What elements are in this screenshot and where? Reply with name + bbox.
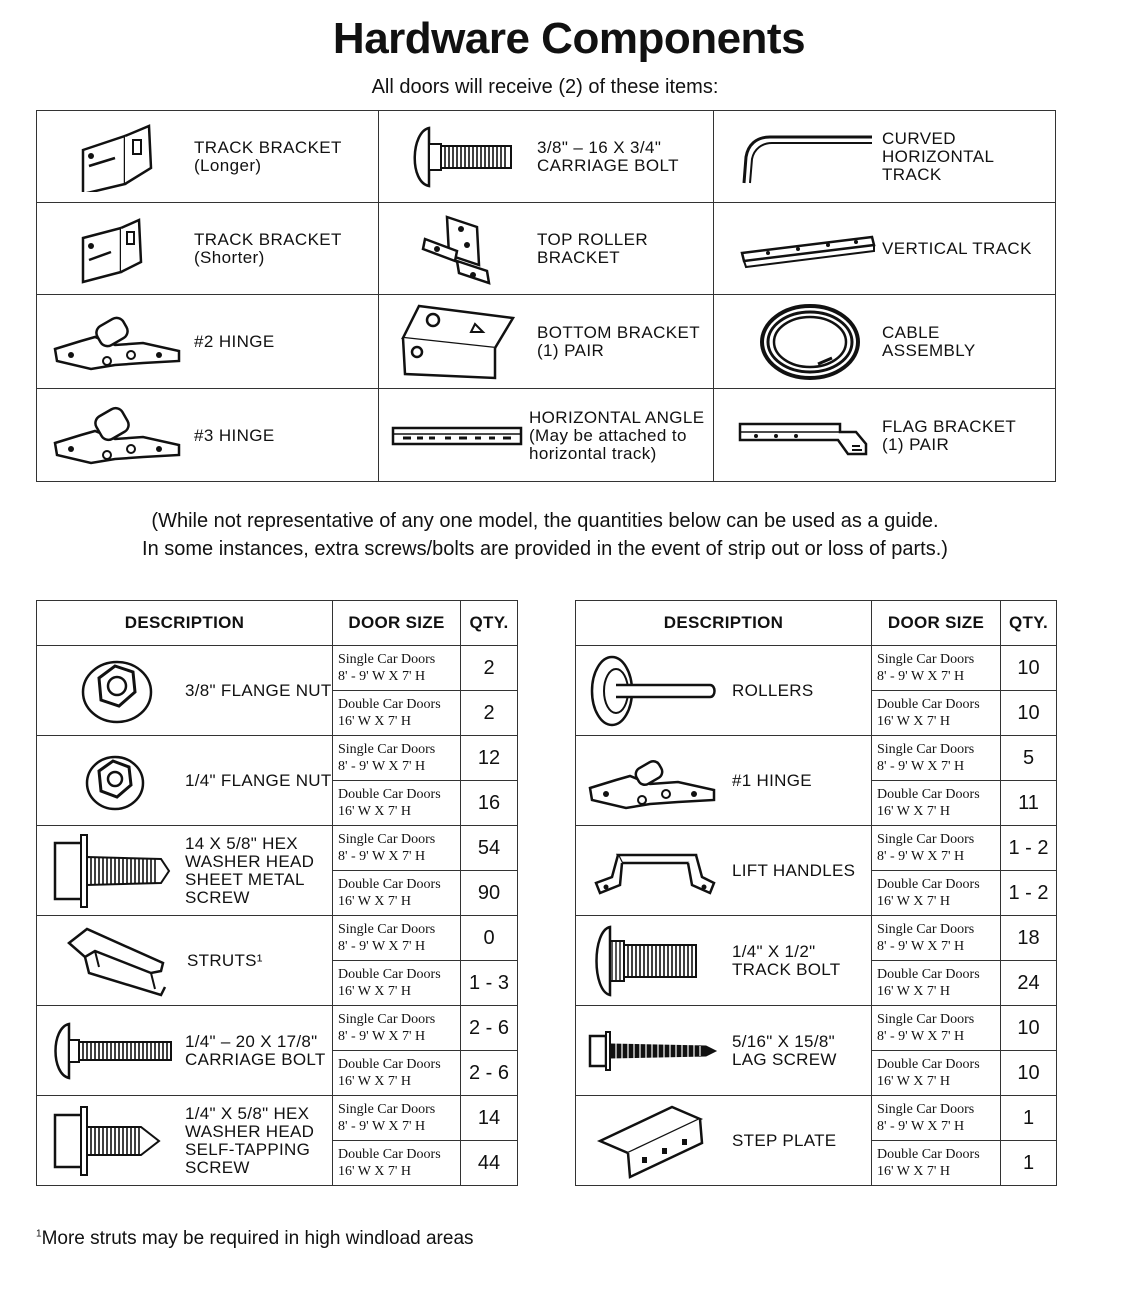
horizontal-angle-icon: [389, 420, 525, 452]
component-label: TRACK BRACKET (Shorter): [194, 229, 342, 267]
component-label: TOP ROLLER BRACKET: [537, 229, 649, 267]
qty-single: 10: [1001, 646, 1057, 691]
item-description: [576, 1006, 872, 1096]
door-size-double: Double Car Doors 16' W X 7' H: [333, 961, 461, 1006]
item-description: [576, 736, 872, 826]
table-row: [576, 736, 1057, 781]
qty-double: 1 - 3: [461, 961, 518, 1006]
flange-nut-icon: [77, 656, 153, 726]
table-row: [576, 826, 1057, 871]
qty-double: 90: [461, 871, 518, 916]
door-size-single: Single Car Doors 8' - 9' W X 7' H: [333, 646, 461, 691]
carriage-bolt-icon: [49, 1020, 175, 1082]
left-quantity-table: [36, 600, 518, 1186]
component-label: VERTICAL TRACK: [882, 238, 1032, 258]
door-size-double: Double Car Doors 16' W X 7' H: [872, 691, 1001, 736]
qty-double: 44: [461, 1141, 518, 1186]
qty-double: 16: [461, 781, 518, 826]
footnote-text: More struts may be required in high windload areas: [41, 1228, 474, 1249]
door-size-single: Single Car Doors 8' - 9' W X 7' H: [333, 1006, 461, 1051]
page-title: Hardware Components: [332, 14, 806, 63]
table-row: [576, 1096, 1057, 1141]
top-roller-bracket-icon: [417, 209, 507, 289]
component-label: CABLE ASSEMBLY: [882, 322, 976, 360]
header-qty: QTY.: [1001, 601, 1057, 646]
component-label: 3/8" – 16 X 3/4" CARRIAGE BOLT: [537, 137, 679, 175]
header-door-size: DOOR SIZE: [333, 601, 461, 646]
qty-single: 18: [1001, 916, 1057, 961]
qty-double: 2 - 6: [461, 1051, 518, 1096]
flag-bracket-icon: [736, 414, 870, 458]
item-description: [576, 646, 872, 736]
lift-handle-icon: [592, 843, 718, 899]
door-size-single: Single Car Doors 8' - 9' W X 7' H: [333, 736, 461, 781]
component-label: TRACK BRACKET (Longer): [194, 137, 342, 175]
component-cell: [714, 111, 1057, 202]
item-label: 1/4" X 1/2" TRACK BOLT: [732, 941, 841, 979]
item-label: 1/4" – 20 X 17/8" CARRIAGE BOLT: [185, 1031, 326, 1069]
footnote: [36, 1228, 474, 1250]
item-description: [576, 1096, 872, 1186]
component-cell: [37, 203, 378, 294]
door-size-single: Single Car Doors 8' - 9' W X 7' H: [872, 646, 1001, 691]
cable-icon: [758, 302, 862, 382]
hex-screw-icon: [51, 831, 173, 911]
component-cell: [379, 203, 713, 294]
table-row: [37, 916, 518, 961]
item-description: [576, 826, 872, 916]
component-cell: [714, 203, 1057, 294]
component-cell: [37, 295, 378, 388]
qty-single: 2 - 6: [461, 1006, 518, 1051]
door-size-single: Single Car Doors 8' - 9' W X 7' H: [872, 916, 1001, 961]
door-size-single: Single Car Doors 8' - 9' W X 7' H: [333, 916, 461, 961]
qty-double: 2: [461, 691, 518, 736]
qty-double: 10: [1001, 691, 1057, 736]
door-size-double: Double Car Doors 16' W X 7' H: [872, 871, 1001, 916]
item-description: [576, 916, 872, 1006]
guide-note-line1: (While not representative of any one model, the quantities below can be used as a guide.: [151, 510, 939, 532]
curved-track-icon: [736, 127, 876, 187]
door-size-double: Double Car Doors 16' W X 7' H: [333, 1141, 461, 1186]
components-grid: [36, 110, 1056, 482]
door-size-double: Double Car Doors 16' W X 7' H: [872, 1051, 1001, 1096]
item-label: STEP PLATE: [732, 1130, 837, 1150]
item-label: 1/4" FLANGE NUT: [185, 770, 332, 790]
item-label: STRUTS¹: [187, 950, 263, 970]
door-size-single: Single Car Doors 8' - 9' W X 7' H: [872, 1006, 1001, 1051]
track-bolt-icon: [590, 923, 702, 999]
bottom-bracket-icon: [391, 302, 517, 382]
item-label: 1/4" X 5/8" HEX WASHER HEAD SELF-TAPPING SCREW: [185, 1103, 315, 1177]
footnote-mark: 1: [36, 1228, 42, 1240]
item-label: 5/16" X 15/8" LAG SCREW: [732, 1031, 837, 1069]
qty-double: 11: [1001, 781, 1057, 826]
header-description: DESCRIPTION: [37, 601, 333, 646]
lag-screw-icon: [586, 1026, 718, 1076]
qty-single: 14: [461, 1096, 518, 1141]
page-subtitle: All doors will receive (2) of these items:: [371, 76, 719, 98]
qty-single: 5: [1001, 736, 1057, 781]
right-quantity-table: [575, 600, 1057, 1186]
track-bracket-longer-icon: [77, 122, 157, 192]
hinge-icon: [586, 746, 720, 816]
door-size-single: Single Car Doors 8' - 9' W X 7' H: [333, 826, 461, 871]
roller-icon: [586, 653, 718, 729]
qty-single: 2: [461, 646, 518, 691]
qty-double: 1 - 2: [1001, 871, 1057, 916]
guide-note-line2: In some instances, extra screws/bolts are provided in the event of strip out or loss of parts.): [142, 538, 948, 560]
component-label: #2 HINGE: [194, 331, 275, 351]
component-label: HORIZONTAL ANGLE (May be attached to horizontal track): [529, 408, 705, 463]
qty-double: 24: [1001, 961, 1057, 1006]
door-size-double: Double Car Doors 16' W X 7' H: [872, 1141, 1001, 1186]
component-cell: [714, 389, 1057, 483]
self-tapping-screw-icon: [51, 1103, 163, 1179]
door-size-double: Double Car Doors 16' W X 7' H: [872, 961, 1001, 1006]
table-row: [37, 826, 518, 871]
qty-double: 1: [1001, 1141, 1057, 1186]
door-size-double: Double Car Doors 16' W X 7' H: [872, 781, 1001, 826]
qty-single: 10: [1001, 1006, 1057, 1051]
item-label: 14 X 5/8" HEX WASHER HEAD SHEET METAL SCREW: [185, 833, 315, 907]
header-description: DESCRIPTION: [576, 601, 872, 646]
qty-double: 10: [1001, 1051, 1057, 1096]
door-size-double: Double Car Doors 16' W X 7' H: [333, 781, 461, 826]
component-cell: [379, 295, 713, 388]
qty-single: 1 - 2: [1001, 826, 1057, 871]
door-size-double: Double Car Doors 16' W X 7' H: [333, 871, 461, 916]
item-description: [37, 1006, 333, 1096]
component-label: BOTTOM BRACKET (1) PAIR: [537, 322, 701, 360]
item-label: LIFT HANDLES: [732, 860, 856, 880]
carriage-bolt-icon: [407, 122, 519, 192]
door-size-single: Single Car Doors 8' - 9' W X 7' H: [872, 826, 1001, 871]
component-cell: [37, 111, 378, 202]
strut-icon: [65, 923, 171, 999]
door-size-double: Double Car Doors 16' W X 7' H: [333, 691, 461, 736]
component-cell: [714, 295, 1057, 388]
table-row: [37, 1096, 518, 1141]
hinge-icon: [51, 307, 185, 377]
component-cell: [379, 111, 713, 202]
door-size-double: Double Car Doors 16' W X 7' H: [333, 1051, 461, 1096]
table-row: [576, 916, 1057, 961]
component-label: FLAG BRACKET (1) PAIR: [882, 417, 1017, 454]
hinge-icon: [51, 401, 185, 471]
vertical-track-icon: [738, 229, 878, 269]
qty-single: 0: [461, 916, 518, 961]
item-label: ROLLERS: [732, 680, 814, 700]
component-cell: [37, 389, 378, 483]
table-row: [576, 646, 1057, 691]
door-size-single: Single Car Doors 8' - 9' W X 7' H: [333, 1096, 461, 1141]
qty-single: 54: [461, 826, 518, 871]
component-label: CURVED HORIZONTAL TRACK: [882, 128, 995, 184]
table-row: [37, 646, 518, 691]
header-door-size: DOOR SIZE: [872, 601, 1001, 646]
table-row: [37, 736, 518, 781]
door-size-single: Single Car Doors 8' - 9' W X 7' H: [872, 1096, 1001, 1141]
item-description: [37, 826, 333, 916]
table-row: [576, 1006, 1057, 1051]
flange-nut-icon: [81, 749, 145, 813]
qty-single: 12: [461, 736, 518, 781]
track-bracket-shorter-icon: [77, 214, 157, 284]
item-description: [37, 736, 333, 826]
component-cell: [379, 389, 713, 483]
item-description: [37, 1096, 333, 1186]
component-label: #3 HINGE: [194, 426, 275, 445]
item-description: [37, 916, 333, 1006]
door-size-single: Single Car Doors 8' - 9' W X 7' H: [872, 736, 1001, 781]
item-label: 3/8" FLANGE NUT: [185, 680, 332, 700]
table-row: [37, 1006, 518, 1051]
step-plate-icon: [590, 1101, 706, 1181]
header-qty: QTY.: [461, 601, 518, 646]
qty-single: 1: [1001, 1096, 1057, 1141]
item-label: #1 HINGE: [732, 770, 812, 790]
item-description: [37, 646, 333, 736]
